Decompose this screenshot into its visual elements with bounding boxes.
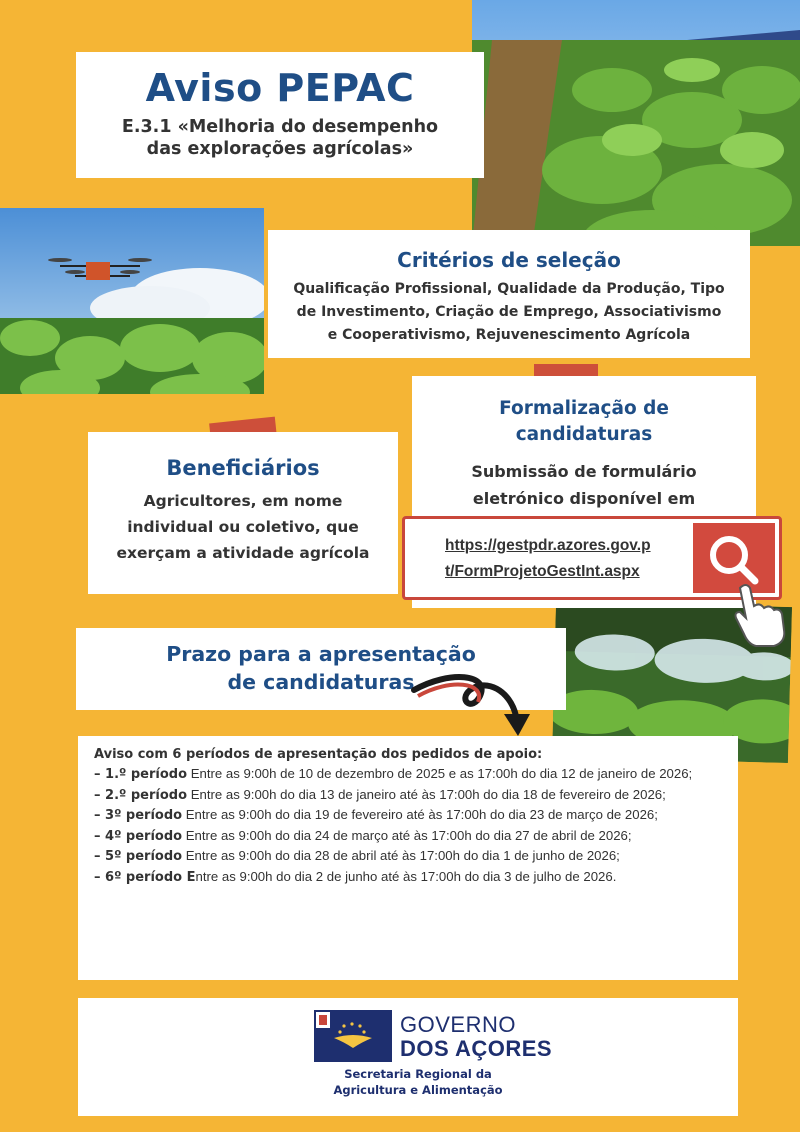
period-item [94, 826, 722, 847]
period-text: Entre as 9:00h do dia 28 de abril até às 17:00h do dia 1 de junho de 2026; [182, 848, 620, 863]
period-label: – 4º período [94, 828, 183, 844]
hand-cursor-icon [726, 580, 786, 648]
beneficiaries-line3: exerçam a atividade agrícola [116, 544, 370, 562]
subtitle-line2: das explorações agrícolas» [146, 139, 414, 159]
secretaria-line1: Secretaria Regional da [344, 1067, 492, 1081]
period-label: – 5º período [94, 849, 183, 864]
period-text: Entre as 9:00h de 10 de dezembro de 2025 e as 17:00h do dia 12 de janeiro de 2026; [187, 766, 693, 781]
criteria-line3: e Cooperativismo, Rejuvenescimento Agrícola [327, 327, 691, 343]
period-item [94, 805, 722, 826]
criteria-card [268, 230, 750, 358]
photo-drone-crops [0, 208, 264, 394]
beneficiaries-card [88, 432, 398, 594]
beneficiaries-line1: Agricultores, em nome [143, 492, 343, 510]
periods-card [78, 736, 738, 980]
criteria-title: Critérios de seleção [397, 248, 621, 272]
formalization-title [412, 396, 756, 448]
criteria-text [268, 278, 750, 347]
period-item [94, 785, 722, 806]
period-label: – 1.º período [94, 767, 188, 782]
beneficiaries-text [88, 488, 398, 566]
period-text: Entre as 9:00h do dia 13 de janeiro até às 17:00h do dia 18 de fevereiro de 2026; [187, 786, 666, 802]
deadline-title-line2: de candidaturas [227, 670, 415, 694]
subtitle-line1: E.3.1 «Melhoria do desempenho [121, 117, 439, 137]
beneficiaries-line2: individual ou coletivo, que [127, 518, 359, 536]
period-item [94, 867, 722, 888]
period-text: Entre as 9:00h do dia 19 de fevereiro até às 17:00h do dia 23 de março de 2026; [182, 807, 658, 822]
secretaria-line2: Agricultura e Alimentação [333, 1083, 503, 1097]
gov-name-line2: DOS AÇORES [400, 1036, 553, 1061]
url-search-box [402, 516, 782, 600]
formalization-text-line2: eletrónico disponível em [472, 489, 696, 508]
period-item [94, 764, 722, 785]
criteria-line1: Qualificação Profissional, Qualidade da Produção, Tipo [293, 281, 725, 297]
gov-name-line1: GOVERNO [400, 1012, 516, 1037]
formalization-text-line1: Submissão de formulário [471, 462, 697, 481]
period-item [94, 846, 722, 867]
periods-intro: Aviso com 6 períodos de apresentação dos pedidos de apoio: [94, 747, 543, 762]
url-line2: t/FormProjetoGestInt.aspx [445, 563, 640, 580]
page-title: Aviso PEPAC [145, 66, 415, 110]
period-text: ntre as 9:00h do dia 2 de junho até às 17:00h do dia 3 de julho de 2026. [195, 868, 617, 884]
azores-government-logo [314, 1010, 392, 1062]
footer-card [78, 998, 738, 1116]
url-line1: https://gestpdr.azores.gov.p [445, 537, 651, 554]
page-subtitle [76, 116, 484, 160]
photo-solar-field [472, 0, 800, 246]
period-label: – 6º período E [94, 869, 196, 885]
beneficiaries-title: Beneficiários [166, 456, 320, 480]
formalization-title-line2: candidaturas [515, 424, 653, 445]
secretaria-name [318, 1066, 518, 1098]
form-url-link[interactable] [445, 533, 695, 585]
period-label: – 2.º período [94, 787, 188, 803]
criteria-line2: de Investimento, Criação de Emprego, Associativismo [296, 304, 722, 320]
formalization-title-line1: Formalização de [499, 398, 669, 419]
deadline-title-line1: Prazo para a apresentação [166, 642, 476, 666]
period-text: Entre as 9:00h do dia 24 de março até às 17:00h do dia 27 de abril de 2026; [182, 827, 632, 843]
header-card [76, 52, 484, 178]
formalization-text [412, 458, 756, 512]
periods-list [94, 764, 722, 887]
period-label: – 3º período [94, 808, 183, 823]
